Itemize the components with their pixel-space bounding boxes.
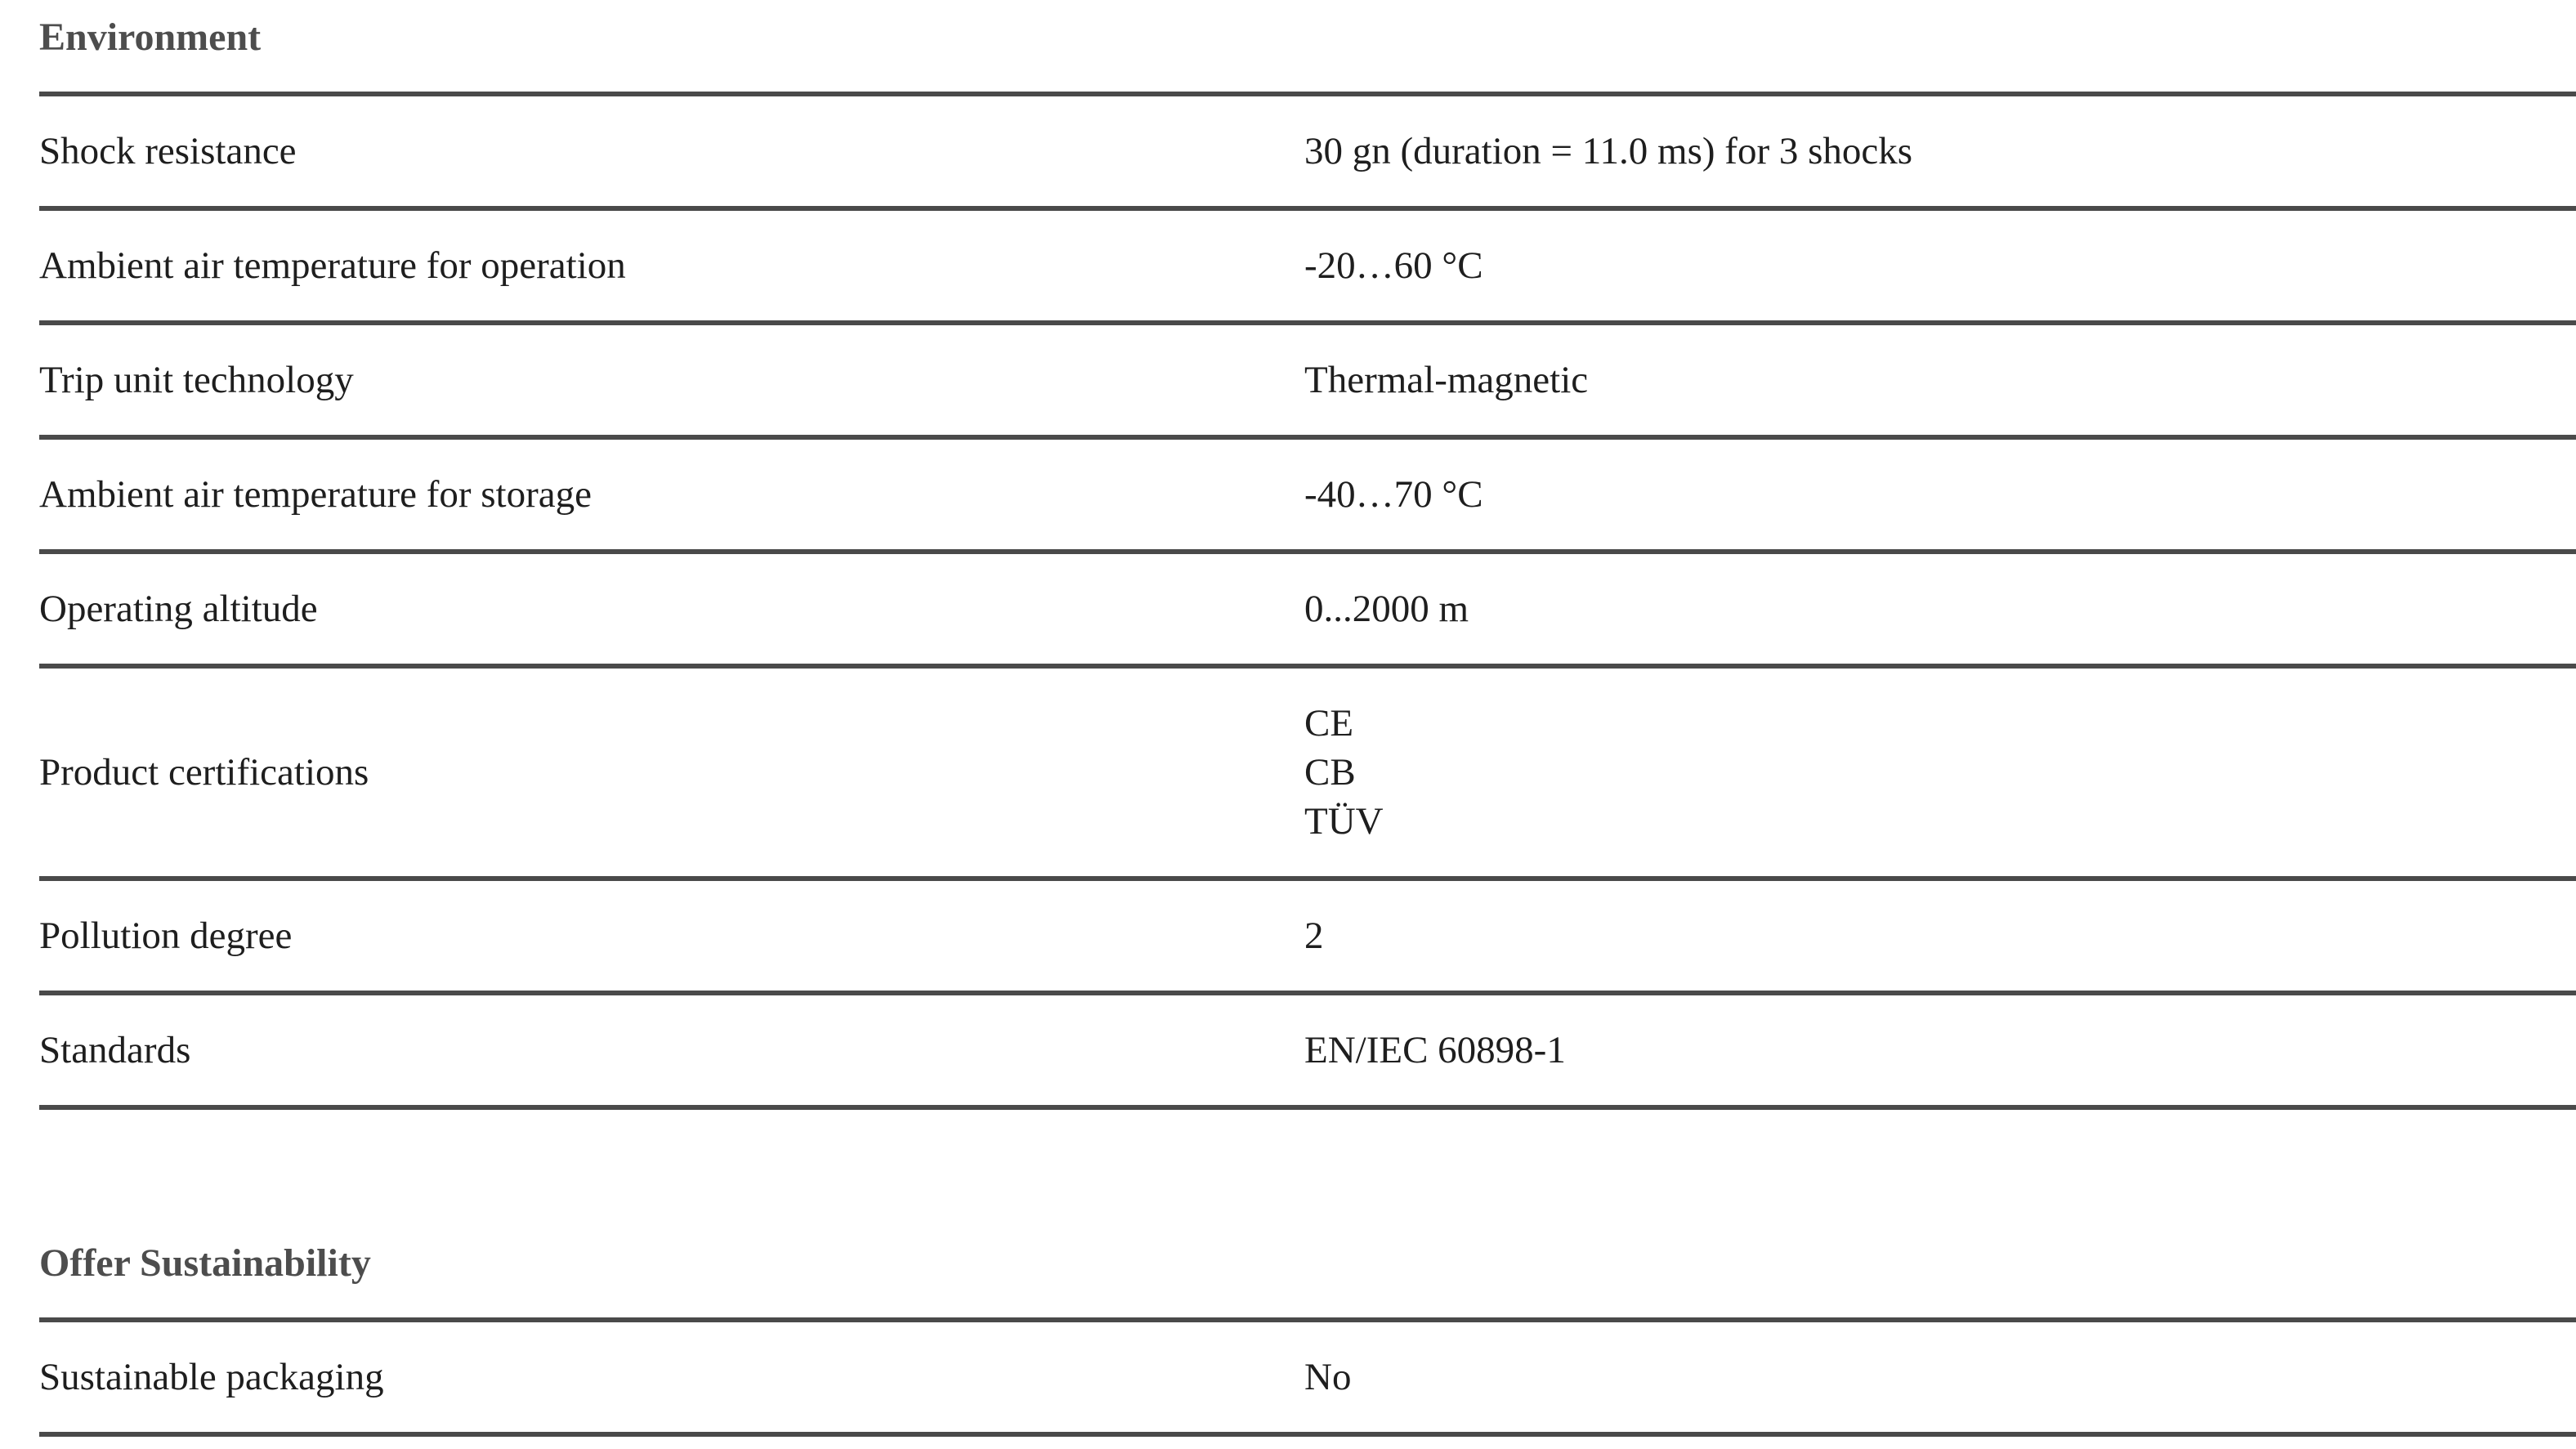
spec-row-storage-temperature	[39, 440, 2576, 554]
certification-item: CE	[1304, 702, 1354, 745]
spec-value: 30 gn (duration = 11.0 ms) for 3 shocks	[1304, 130, 1913, 172]
certification-item: TÜV	[1304, 800, 1384, 843]
spec-row-standards	[39, 995, 2576, 1110]
spec-row-product-certifications	[39, 669, 2576, 881]
section-spacer	[39, 1110, 2576, 1182]
spec-row-sustainable-packaging	[39, 1322, 2576, 1437]
section-title-offer-sustainability: Offer Sustainability	[39, 1182, 2576, 1322]
spec-value: 0...2000 m	[1304, 588, 1469, 630]
spec-value: -20…60 °C	[1304, 244, 1483, 287]
spec-label: Sustainable packaging	[39, 1356, 384, 1398]
section-title-environment: Environment	[39, 0, 2576, 96]
spec-value: EN/IEC 60898-1	[1304, 1029, 1566, 1071]
spec-row-pollution-degree	[39, 881, 2576, 995]
certification-item: CB	[1304, 751, 1356, 794]
spec-value: 2	[1304, 915, 1324, 957]
spec-value: No	[1304, 1356, 1352, 1398]
spec-label: Standards	[39, 1029, 191, 1071]
spec-row-trip-unit-technology	[39, 325, 2576, 440]
spec-value-list	[1304, 699, 2576, 846]
spec-page	[39, 0, 2576, 1437]
spec-label: Pollution degree	[39, 915, 293, 957]
spec-value: Thermal-magnetic	[1304, 359, 1589, 401]
spec-label: Ambient air temperature for storage	[39, 473, 592, 516]
spec-label: Product certifications	[39, 751, 369, 794]
spec-value: -40…70 °C	[1304, 473, 1483, 516]
spec-label: Trip unit technology	[39, 359, 354, 401]
spec-label: Operating altitude	[39, 588, 318, 630]
spec-label: Ambient air temperature for operation	[39, 244, 626, 287]
spec-row-operating-temperature	[39, 211, 2576, 325]
spec-label: Shock resistance	[39, 130, 297, 172]
spec-row-operating-altitude	[39, 554, 2576, 669]
spec-row-shock-resistance	[39, 96, 2576, 211]
